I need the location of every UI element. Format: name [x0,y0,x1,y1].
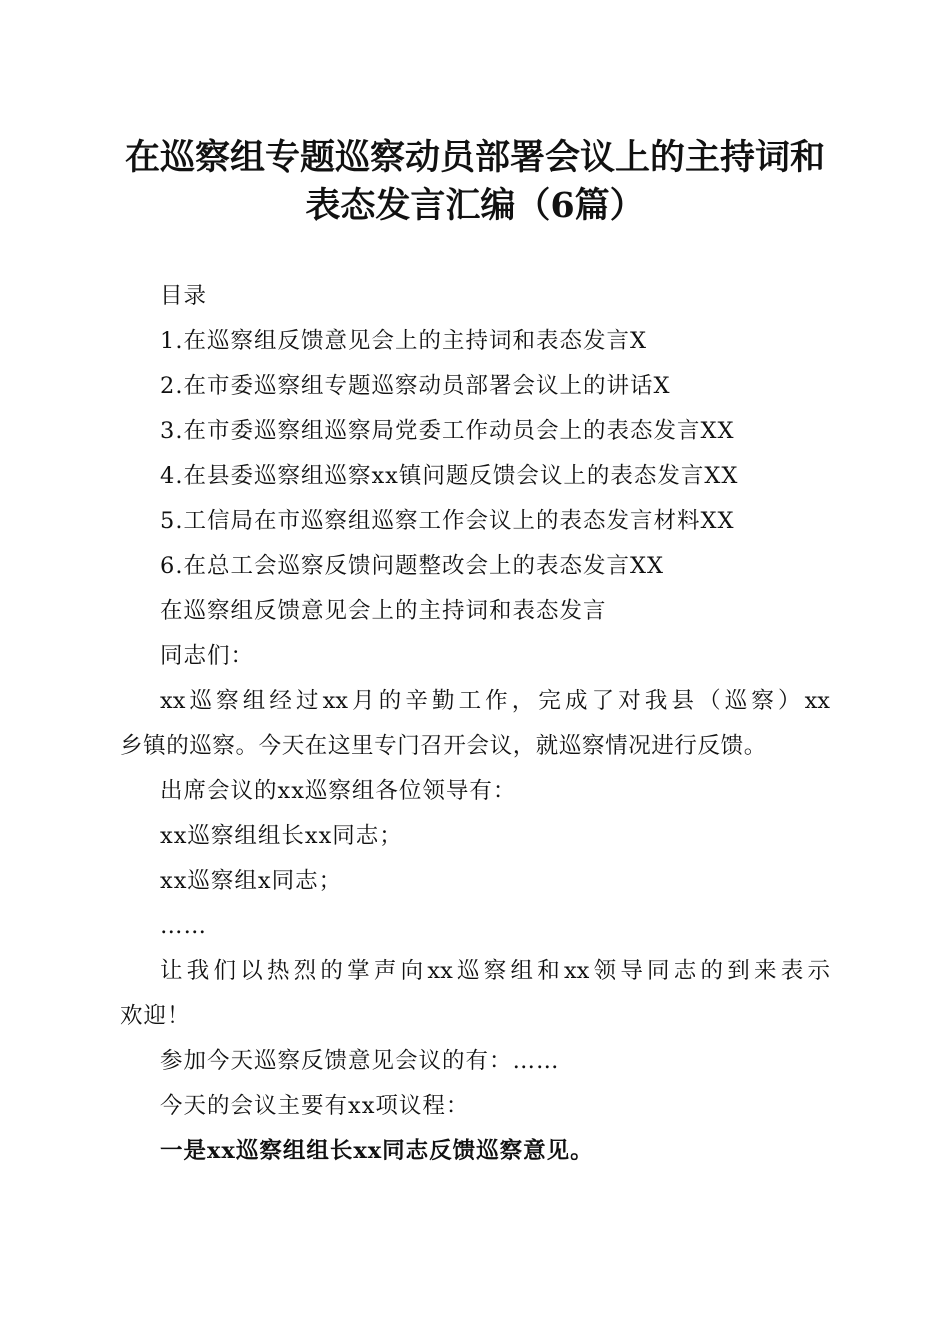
paragraph-2-line-1: 让我们以热烈的掌声向xx巡察组和xx领导同志的到来表示 [160,958,830,984]
paragraph-1-line-1: xx巡察组经过xx月的辛勤工作，完成了对我县（巡察）xx [160,688,830,714]
attendee-1: xx巡察组组长xx同志； [160,823,403,849]
paragraph-2-line-2: 欢迎！ [120,1003,191,1029]
toc-item-5: 5.工信局在市巡察组巡察工作会议上的表态发言材料XX [160,508,735,534]
toc-item-3: 3.在市委巡察组巡察局党委工作动员会上的表态发言XX [160,418,735,444]
section-title: 在巡察组反馈意见会上的主持词和表态发言 [160,598,607,624]
participants: 参加今天巡察反馈意见会议的有：…… [160,1048,560,1074]
toc-heading: 目录 [160,283,208,309]
toc-item-4: 4.在县委巡察组巡察xx镇问题反馈会议上的表态发言XX [160,463,739,489]
toc-item-6: 6.在总工会巡察反馈问题整改会上的表态发言XX [160,553,665,579]
agenda-item-1: 一是xx巡察组组长xx同志反馈巡察意见。 [160,1138,594,1164]
document-title-line-2: 表态发言汇编（6篇） [305,185,645,226]
toc-item-1: 1.在巡察组反馈意见会上的主持词和表态发言X [160,328,647,354]
agenda-intro: 今天的会议主要有xx项议程： [160,1093,470,1119]
document-title-line-1: 在巡察组专题巡察动员部署会议上的主持词和 [124,137,825,178]
attendees-intro: 出席会议的xx巡察组各位领导有： [160,778,517,804]
ellipsis: …… [160,913,207,939]
paragraph-1-line-2: 乡镇的巡察。今天在这里专门召开会议，就巡察情况进行反馈。 [120,733,767,759]
toc-item-2: 2.在市委巡察组专题巡察动员部署会议上的讲话X [160,373,671,399]
attendee-2: xx巡察组x同志； [160,868,343,894]
salutation: 同志们： [160,643,255,669]
